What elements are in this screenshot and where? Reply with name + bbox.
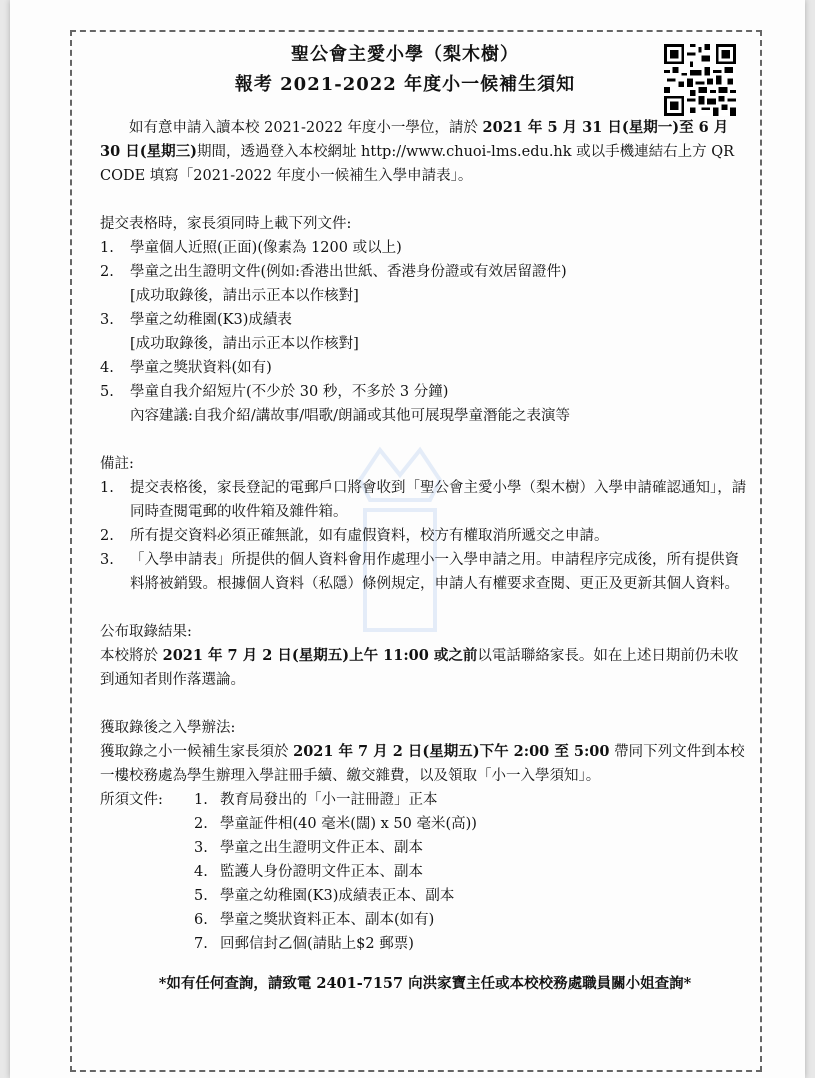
remarks-list — [100, 476, 750, 596]
required-documents — [100, 788, 750, 956]
results-heading: 公布取錄結果: — [100, 624, 192, 640]
list-item: 4. 學童之獎狀資料(如有) — [100, 360, 272, 376]
document-page — [10, 0, 805, 1078]
contact-line: *如有任何查詢，請致電 2401-7157 向洪家寶主任或本校校務處職員關小姐查詢* — [158, 975, 692, 992]
list-item: 3. 學童之幼稚園(K3)成績表 [成功取錄後，請出示正本以作核對] — [100, 312, 359, 352]
required-documents-label: 所須文件: — [100, 792, 163, 808]
list-item: 7. 回郵信封乙個(請貼上$2 郵票) — [194, 936, 414, 952]
list-item: 2. 學童証件相(40 毫米(闊) x 50 毫米(高)) — [194, 816, 477, 832]
list-item: 3. 「入學申請表」所提供的個人資料會用作處理小一入學申請之用。申請程序完成後，所有提供資料將被銷毀。根據個人資料（私隱）條例規定，申請人有權要求查閱、更正及更新其個人資料。 — [100, 552, 739, 592]
list-item: 2. 學童之出生證明文件(例如:香港出世紙、香港身份證或有效居留證件) [成功取錄後，請出示正本以作核對] — [100, 264, 567, 304]
required-documents-list — [194, 788, 750, 956]
list-item: 3. 學童之出生證明文件正本、副本 — [194, 840, 423, 856]
notice-title: 報考 2021-2022 年度小一候補生須知 — [234, 74, 576, 95]
notice-content — [100, 40, 750, 996]
list-item: 1. 教育局發出的「小一註冊證」正本 — [194, 792, 438, 808]
list-item: 2. 所有提交資料必須正確無訛，如有虛假資料，校方有權取消所遞交之申請。 — [100, 528, 609, 544]
admission-paragraph: 獲取錄之小一候補生家長須於 2021 年 7 月 2 日(星期五)下午 2:00 至 5:00 帶同下列文件到本校一樓校務處為學生辦理入學註冊手續、繳交雜費，以及領取「小一入學須知」。 — [100, 743, 745, 784]
remarks-heading: 備註: — [100, 456, 134, 472]
intro-paragraph: 如有意申請入讀本校 2021-2022 年度小一學位，請於 2021 年 5 月 31 日(星期一)至 6 月 30 日(星期三)期間，透過登入本校網址 http://www.chuoi-lms.edu.hk 或以手機連結右上方 QR CODE 填寫「2021-2022 年度小一候補生入學申請表」。 — [100, 119, 735, 184]
list-item: 5. 學童自我介紹短片(不少於 30 秒，不多於 3 分鐘) 內容建議:自我介紹/講故事/唱歌/朗誦或其他可展現學童潛能之表演等 — [100, 384, 571, 424]
documents-list — [100, 236, 750, 428]
list-item: 4. 監護人身份證明文件正本、副本 — [194, 864, 423, 880]
list-item: 5. 學童之幼稚園(K3)成績表正本、副本 — [194, 888, 455, 904]
school-name-title: 聖公會主愛小學（梨木樹） — [291, 44, 519, 65]
admission-heading: 獲取錄後之入學辦法: — [100, 720, 236, 736]
documents-heading: 提交表格時，家長須同時上載下列文件: — [100, 216, 352, 232]
list-item: 1. 提交表格後，家長登記的電郵戶口將會收到「聖公會主愛小學（梨木樹）入學申請確認通知」，請同時查閱電郵的收件箱及雜件箱。 — [100, 480, 747, 520]
list-item: 6. 學童之獎狀資料正本、副本(如有) — [194, 912, 435, 928]
results-paragraph: 本校將於 2021 年 7 月 2 日(星期五)上午 11:00 或之前以電話聯絡家長。如在上述日期前仍未收到通知者則作落選論。 — [100, 647, 739, 688]
list-item: 1. 學童個人近照(正面)(像素為 1200 或以上) — [100, 240, 402, 256]
